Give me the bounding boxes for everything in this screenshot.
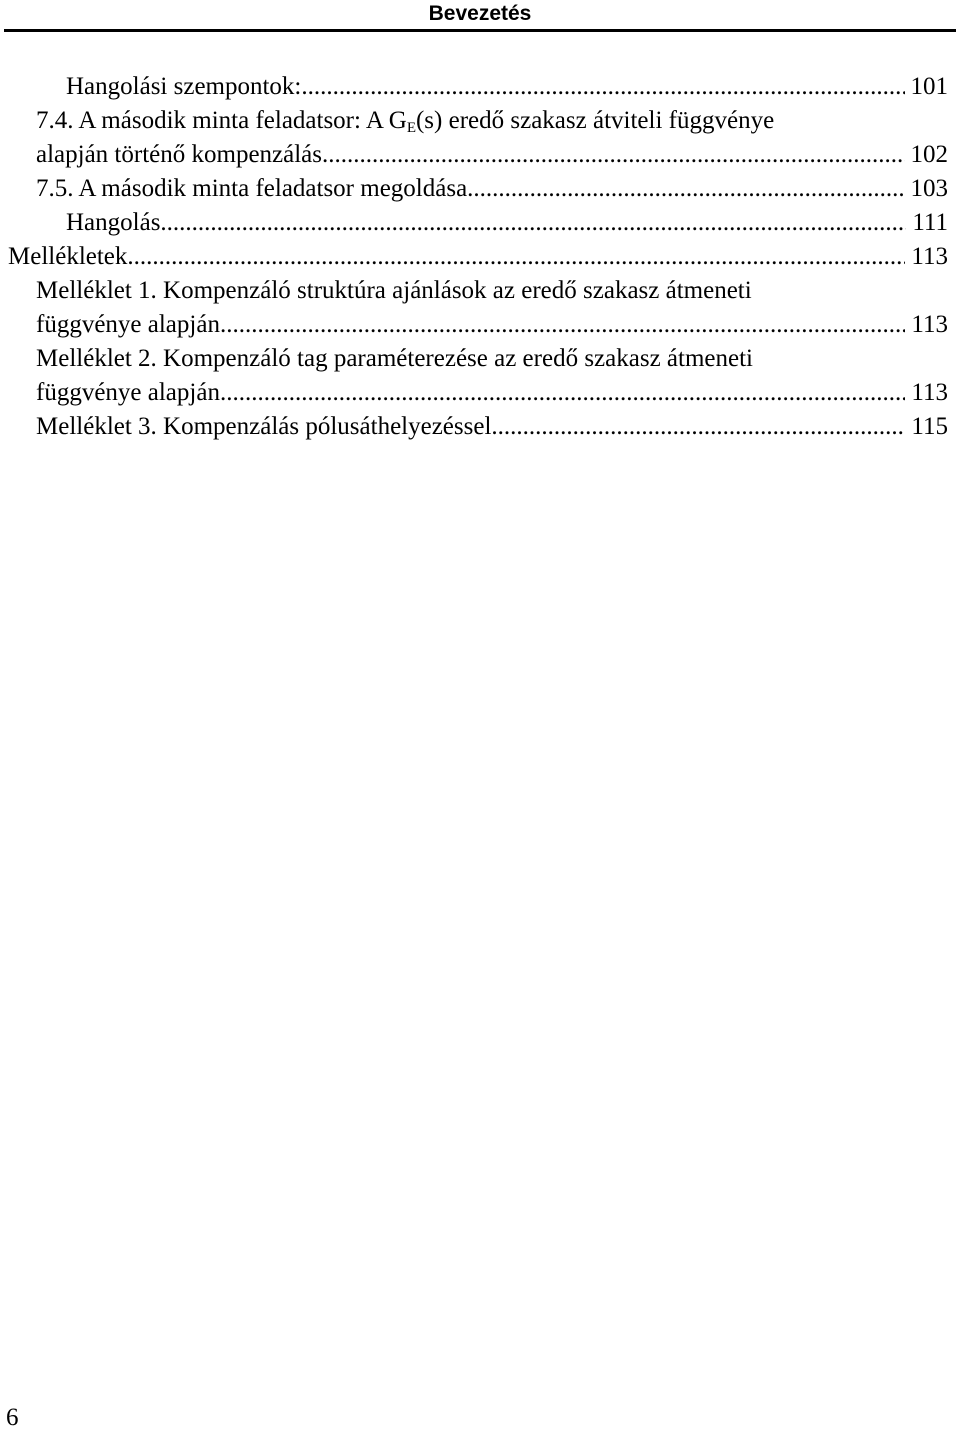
toc-entry-mellekletek[interactable]: [8, 240, 948, 274]
toc-entry-title: Melléklet 3. Kompenzálás pólusáthelyezéssel: [36, 413, 492, 440]
toc-entry-7-4-line1[interactable]: [36, 104, 948, 138]
toc-leader-dots: [220, 308, 905, 342]
toc-entry-title: Hangolási szempontok:: [66, 73, 302, 100]
toc-entry-page: 113: [911, 379, 948, 406]
toc-entry-melleklet-1[interactable]: [36, 308, 948, 342]
toc-leader-dots: [322, 138, 905, 172]
toc-entry-title: Melléklet 2. Kompenzáló tag paraméterezése az eredő szakasz átmeneti: [36, 345, 753, 372]
toc-entry-hangolasi-szempontok[interactable]: [66, 70, 948, 104]
toc-entry-7-5[interactable]: [36, 172, 948, 206]
toc-leader-dots: [301, 70, 904, 104]
toc-leader-dots: [467, 172, 904, 206]
subscript-e: E: [406, 120, 416, 136]
toc-entry-title: 7.5. A második minta feladatsor megoldása: [36, 175, 468, 202]
page-number: 6: [6, 1404, 19, 1431]
toc-entry-page: 115: [911, 413, 948, 440]
toc-entry-hangolas[interactable]: [66, 206, 948, 240]
toc-leader-dots: [491, 410, 905, 444]
toc-entry-page: 102: [910, 141, 948, 168]
toc-entry-page: 111: [912, 209, 948, 236]
toc-entry-title: alapján történő kompenzálás: [36, 141, 322, 168]
toc-entry-title: Hangolás: [66, 209, 161, 236]
toc-entry-title: 7.4. A második minta feladatsor: A GE(s) eredő szakasz átviteli függvénye: [36, 107, 775, 136]
header-rule: [4, 29, 956, 32]
toc-entry-title: Mellékletek: [8, 243, 128, 270]
toc-entry-page: 113: [911, 243, 948, 270]
running-header-title: Bevezetés: [428, 2, 532, 25]
toc-entry-melleklet-3[interactable]: [36, 410, 948, 444]
toc-entry-page: 113: [911, 311, 948, 338]
toc-leader-dots: [220, 376, 905, 410]
toc-entry-page: 101: [910, 73, 948, 100]
toc-entry-7-4[interactable]: [36, 138, 948, 172]
toc-leader-dots: [127, 240, 905, 274]
toc-entry-melleklet-2[interactable]: [36, 376, 948, 410]
toc-entry-melleklet-1-line1[interactable]: [36, 274, 948, 308]
toc-entry-title: függvénye alapján: [36, 379, 220, 406]
toc-leader-dots: [160, 206, 906, 240]
toc-entry-title: függvénye alapján: [36, 311, 220, 338]
toc-entry-melleklet-2-line1[interactable]: [36, 342, 948, 376]
toc-entry-title: Melléklet 1. Kompenzáló struktúra ajánlások az eredő szakasz átmeneti: [36, 277, 752, 304]
toc-entry-page: 103: [910, 175, 948, 202]
